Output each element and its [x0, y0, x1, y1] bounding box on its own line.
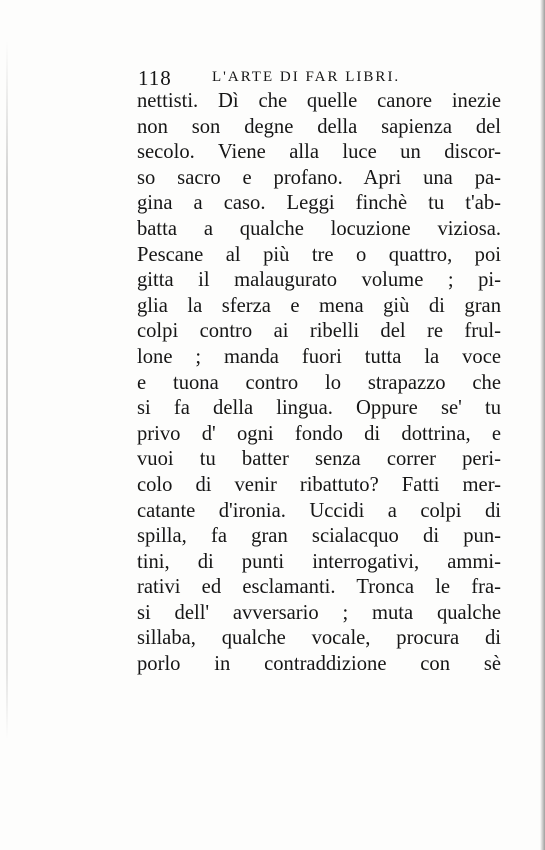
- text-line: si fa della lingua. Oppure se' tu: [137, 397, 501, 420]
- text-line: tini, di punti interrogativi, ammi-: [137, 550, 501, 573]
- text-line: glia la sferza e mena giù di gran: [137, 294, 501, 317]
- text-line: si dell' avversario ; muta qualche: [137, 601, 501, 624]
- text-line: colo di venir ribattuto? Fatti mer-: [137, 473, 501, 496]
- page-edge-shadow-right: [540, 0, 545, 850]
- text-line: gina a caso. Leggi finchè tu t'ab-: [137, 192, 501, 215]
- text-line: privo d' ogni fondo di dottrina, e: [137, 422, 501, 445]
- text-line: so sacro e profano. Apri una pa-: [137, 166, 501, 189]
- text-line: rativi ed esclamanti. Tronca le fra-: [137, 576, 501, 599]
- text-line: sillaba, qualche vocale, procura di: [137, 627, 501, 650]
- page-number: 118: [138, 66, 172, 90]
- text-line: gitta il malaugurato volume ; pi-: [137, 269, 501, 292]
- text-line: nettisti. Dì che quelle canore inezie: [137, 90, 501, 112]
- text-line: porlo in contraddizione con sè: [137, 653, 501, 676]
- text-line: vuoi tu batter senza correr peri-: [137, 448, 501, 471]
- text-line: catante d'ironia. Uccidi a colpi di: [137, 499, 501, 522]
- text-line: e tuona contro lo strapazzo che: [137, 371, 501, 394]
- text-line: colpi contro ai ribelli del re frul-: [137, 320, 501, 343]
- text-line: batta a qualche locuzione viziosa.: [137, 217, 501, 240]
- text-line: spilla, fa gran scialacquo di pun-: [137, 525, 501, 548]
- page-header: [138, 66, 502, 90]
- body-text: [137, 89, 501, 678]
- page-gutter-shadow-left: [6, 40, 8, 740]
- text-line: non son degne della sapienza del: [137, 115, 501, 138]
- text-line: lone ; manda fuori tutta la voce: [137, 345, 501, 368]
- text-line: secolo. Viene alla luce un discor-: [137, 141, 501, 164]
- text-line: Pescane al più tre o quattro, poi: [137, 243, 501, 266]
- running-title: L'ARTE DI FAR LIBRI.: [212, 69, 401, 85]
